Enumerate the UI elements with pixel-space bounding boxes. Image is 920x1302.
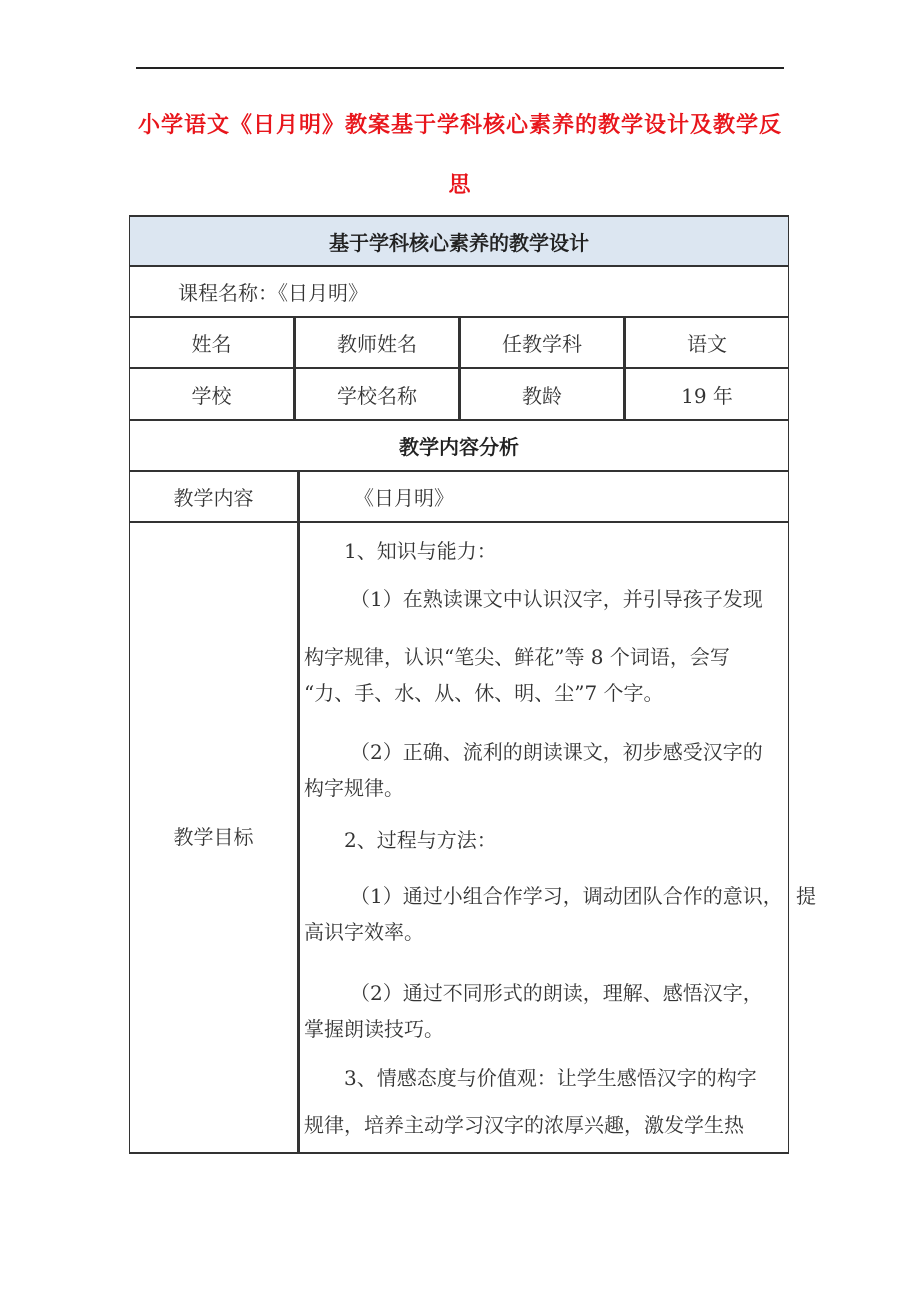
content-label: 教学内容 bbox=[173, 486, 254, 510]
school-label: 学校 bbox=[191, 383, 232, 408]
name-label: 姓名 bbox=[191, 332, 232, 356]
teacher-name: 教师姓名 bbox=[337, 332, 417, 356]
document-title-line-2: 思 bbox=[448, 172, 472, 198]
school-name: 学校名称 bbox=[337, 383, 417, 408]
subject-label: 任教学科 bbox=[502, 332, 582, 356]
table-header: 基于学科核心素养的教学设计 bbox=[329, 230, 589, 255]
goal-2a-line-2: 高识字效率。 bbox=[304, 920, 424, 944]
document-title-line-1: 小学语文《日月明》教案基于学科核心素养的教学设计及教学反 bbox=[137, 112, 782, 138]
teaching-years-label: 教龄 bbox=[522, 383, 562, 408]
goal-3-line-1: 3、情感态度与价值观：让学生感悟汉字的构字 bbox=[344, 1066, 757, 1090]
top-rule bbox=[136, 67, 784, 69]
subject-value: 语文 bbox=[687, 332, 727, 356]
goal-2a-overflow: 提 bbox=[796, 884, 816, 908]
goals-label: 教学目标 bbox=[173, 824, 254, 849]
goal-1-heading: 1、知识与能力： bbox=[344, 539, 497, 563]
table-rule bbox=[129, 521, 789, 523]
goal-2-heading: 2、过程与方法： bbox=[344, 828, 497, 852]
goal-2b-line-1: （2）通过不同形式的朗读，理解、感悟汉字， bbox=[350, 981, 763, 1005]
goal-1a-line-2: 构字规律，认识“笔尖、鲜花”等 8 个词语，会写 bbox=[304, 645, 730, 669]
goal-1b-line-2: 构字规律。 bbox=[304, 776, 404, 800]
goal-1a-line-1: （1）在熟读课文中认识汉字，并引导孩子发现 bbox=[350, 587, 763, 611]
goal-2a-line-1: （1）通过小组合作学习，调动团队合作的意识， bbox=[350, 884, 783, 908]
course-name: 课程名称：《日月明》 bbox=[178, 281, 368, 305]
table-rule bbox=[129, 1152, 789, 1154]
goal-3-line-2: 规律，培养主动学习汉字的浓厚兴趣，激发学生热 bbox=[304, 1113, 744, 1137]
goal-1a-line-3: “力、手、水、从、休、明、尘”7 个字。 bbox=[304, 681, 664, 705]
goal-1b-line-1: （2）正确、流利的朗读课文，初步感受汉字的 bbox=[350, 740, 763, 764]
analysis-header: 教学内容分析 bbox=[399, 435, 519, 459]
column-rule bbox=[297, 471, 300, 1153]
goal-2b-line-2: 掌握朗读技巧。 bbox=[304, 1017, 444, 1041]
teaching-years-value: 19 年 bbox=[681, 383, 733, 408]
content-value: 《日月明》 bbox=[354, 486, 454, 510]
